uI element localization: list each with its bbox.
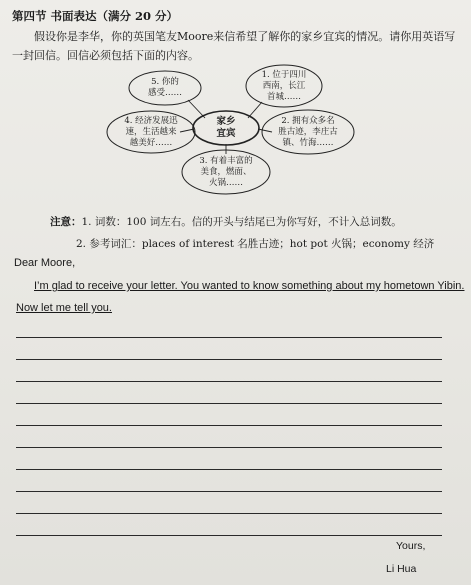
bubble-location-text: 1. 位于四川 西南，长江 首城…… xyxy=(261,70,307,102)
center-label: 家乡 宜宾 xyxy=(216,116,236,139)
letter-closing: Yours, xyxy=(396,540,426,552)
notes-section xyxy=(50,211,434,255)
letter-second-line: Now let me tell you. xyxy=(16,302,112,314)
writing-line[interactable] xyxy=(16,469,442,470)
writing-line[interactable] xyxy=(16,513,442,514)
letter-greeting: Dear Moore, xyxy=(14,257,76,269)
section-heading: 第四节 书面表达（满分 20 分） xyxy=(12,9,179,23)
notes-label: 注意： xyxy=(50,216,82,228)
prompt-text: 假设你是李华，你的英国笔友Moore来信希望了解你的家乡宜宾的情况。请你用英语写一封回信。回信必须包括下面的内容。 xyxy=(12,30,456,62)
bubble-feelings-text: 5. 你的 感受…… xyxy=(147,77,182,98)
writing-line[interactable] xyxy=(16,359,442,360)
letter-signature: Li Hua xyxy=(386,563,417,575)
bubble-food-text: 3. 有着丰富的 美食，燃面、 火锅…… xyxy=(199,156,253,188)
writing-line[interactable] xyxy=(16,491,442,492)
writing-line[interactable] xyxy=(16,425,442,426)
task-prompt xyxy=(12,27,464,65)
writing-line[interactable] xyxy=(16,535,442,536)
writing-line[interactable] xyxy=(16,337,442,338)
writing-line[interactable] xyxy=(16,403,442,404)
bubble-economy-text: 4. 经济发展迅 速，生活越来 越美好…… xyxy=(124,116,178,148)
writing-line[interactable] xyxy=(16,447,442,448)
letter-opening-line: I’m glad to receive your letter. You wanted to know something about my hometown Yibin. xyxy=(34,280,465,292)
mind-map xyxy=(0,64,471,208)
bubble-attractions-text: 2. 拥有众多名 胜古迹，李庄古 镇、竹海…… xyxy=(278,116,338,148)
note-item-2: 2. 参考词汇：places of interest 名胜古迹；hot pot 火锅；economy 经济 xyxy=(76,238,435,250)
writing-line[interactable] xyxy=(16,381,442,382)
note-item-1: 注意：1. 词数：100 词左右。信的开头与结尾已为你写好，不计入总词数。 xyxy=(50,216,402,228)
